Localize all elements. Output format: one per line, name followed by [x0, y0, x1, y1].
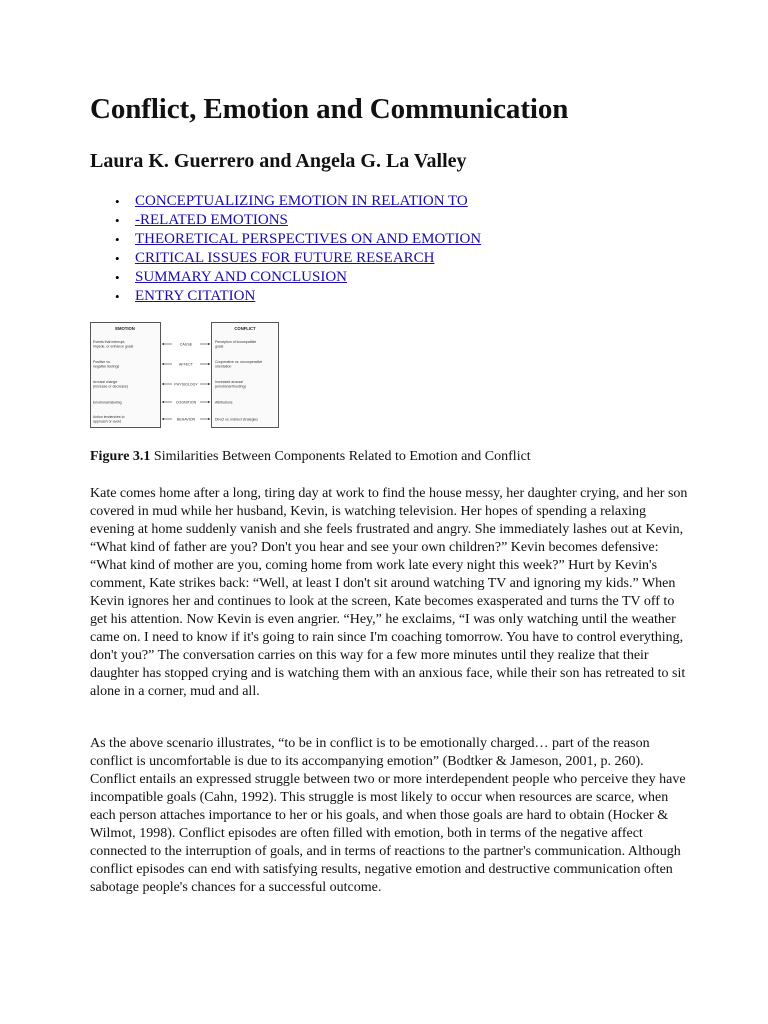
- figure-label: Figure 3.1: [90, 449, 151, 464]
- toc-link-critical-issues[interactable]: CRITICAL ISSUES FOR FUTURE RESEARCH: [135, 250, 435, 266]
- page-title: Conflict, Emotion and Communication: [90, 93, 569, 125]
- body-paragraph-2: As the above scenario illustrates, “to be in conflict is to be emotionally charged… part of the reason conflict is uncomfortable is due to its accompanying emotion” (Bodtker & Jameson, 2001, p. 260). Conflict entails an expressed struggle between two or more interdependent people who perceive they have incompatible goals (Cahn, 1992). This struggle is most likely to occur when resources are scarce, when each person attaches importance to her or his goals, and when those goals are hard to obtain (Hocker & Wilmot, 1998). Conflict episodes are often filled with emotion, both in terms of the negative affect connected to the interruption of goals, and in terms of reactions to the partner's communication. Although conflict episodes can end with satisfying results, negative emotion and destructive communication often sabotage people's chances for a successful outcome.: [90, 736, 686, 895]
- toc-item: [90, 230, 481, 249]
- toc-item: [90, 268, 481, 287]
- conflict-component-label: Cooperative vs. uncooperative: [215, 360, 263, 365]
- toc-link-theoretical-perspectives[interactable]: THEORETICAL PERSPECTIVES ON AND EMOTION: [135, 231, 482, 247]
- conflict-box: [212, 323, 279, 428]
- shared-component-label: PHYSIOLOGY: [174, 382, 198, 387]
- toc-link-entry-citation[interactable]: ENTRY CITATION: [135, 288, 256, 304]
- emotion-component-label: negative feelings: [93, 364, 120, 369]
- shared-component-label: BEHAVIOR: [176, 417, 196, 422]
- conflict-component-label: Increased arousal: [215, 380, 243, 385]
- authors-line: Laura K. Guerrero and Angela G. La Valley: [90, 150, 467, 172]
- toc-link-conceptualizing[interactable]: CONCEPTUALIZING EMOTION IN RELATION TO: [135, 193, 468, 209]
- figure-svg: [90, 322, 280, 428]
- conflict-component-label: Direct vs. indirect strategies: [215, 417, 258, 422]
- bullet-icon: •: [115, 232, 120, 247]
- conflict-component-label: Attributions: [215, 400, 233, 405]
- shared-component-label: COGNITION: [175, 400, 197, 405]
- emotion-component-label: impede, or enhance goals: [93, 344, 134, 349]
- bullet-icon: •: [115, 213, 120, 228]
- toc-link-summary[interactable]: SUMMARY AND CONCLUSION: [135, 269, 347, 285]
- toc-link-related-emotions[interactable]: -RELATED EMOTIONS: [135, 212, 288, 228]
- emotion-component-label: Arousal change: [93, 380, 118, 385]
- conflict-header: CONFLICT: [234, 326, 256, 331]
- emotion-header: EMOTION: [115, 326, 135, 331]
- emotion-component-label: Emotional labeling: [93, 400, 122, 405]
- bullet-icon: •: [115, 270, 120, 285]
- bullet-icon: •: [115, 289, 120, 304]
- conflict-component-label: goals: [215, 344, 224, 349]
- toc-item: [90, 192, 481, 211]
- toc-item: [90, 249, 481, 268]
- emotion-component-label: (increase or decrease): [93, 384, 129, 389]
- figure-caption: [90, 449, 531, 465]
- table-of-contents: [90, 192, 481, 306]
- bullet-icon: •: [115, 194, 120, 209]
- shared-component-label: CAUSE: [179, 342, 193, 347]
- conflict-component-label: Perception of incompatible: [215, 340, 257, 345]
- shared-component-label: AFFECT: [179, 362, 193, 367]
- toc-item: [90, 211, 481, 230]
- conflict-component-label: orientation: [215, 364, 232, 369]
- emotion-component-label: Events that interrupt,: [93, 340, 126, 345]
- emotion-component-label: Positive vs.: [93, 360, 111, 365]
- conflict-component-label: (emotional flooding): [215, 384, 246, 389]
- emotion-box: [91, 323, 161, 428]
- body-paragraph-1: Kate comes home after a long, tiring day at work to find the house messy, her daughter crying, and her son covered in mud while her husband, Kevin, is watching television. Her hopes of spending a relaxing evening at home suddenly vanish and she feels frustrated and angry. She immediately lashes out at Kevin, “What kind of father are you? Don't you hear and see your own children?” Kevin becomes defensive: “What kind of mother are you, coming home from work late every night this week?” Hurt by Kevin's comment, Kate strikes back: “Well, at least I don't sit around watching TV and ignoring my kids.” When Kevin ignores her and continues to look at the screen, Kate becomes exasperated and turns the TV off to get his attention. Now Kevin is even angrier. “Hey,” he exclaims, “I was only watching until the weather came on. I need to know if it's going to rain since I'm coaching tomorrow. You have to control everything, don't you?” The conversation carries on this way for a few more minutes until they realize that their daughter has stopped crying and is watching them with an anxious face, while their son has retreated to sit alone in a corner, mud and all.: [90, 486, 688, 699]
- emotion-component-label: approach or avoid: [93, 419, 122, 424]
- bullet-icon: •: [115, 251, 120, 266]
- emotion-component-label: Action tendencies to: [93, 415, 125, 420]
- toc-item: [90, 287, 481, 306]
- figure-diagram: [90, 322, 280, 428]
- figure-caption-text: Similarities Between Components Related to Emotion and Conflict: [150, 449, 531, 464]
